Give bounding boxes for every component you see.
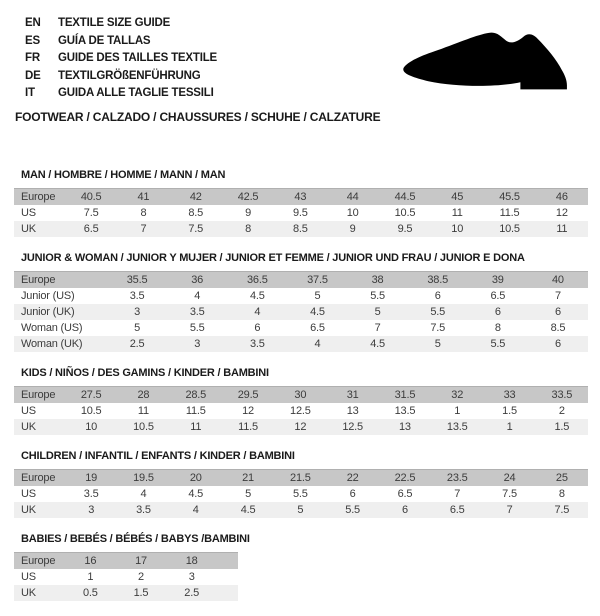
size-cell: 9.5 (274, 205, 326, 221)
size-cell: 3.5 (117, 502, 169, 518)
size-cell: 9 (222, 205, 274, 221)
size-cell: 9 (326, 221, 378, 237)
size-cell: 2 (116, 569, 167, 585)
size-cell: 4.5 (227, 288, 287, 304)
size-cell: 1 (65, 569, 116, 585)
size-cell: 10 (431, 221, 483, 237)
language-code: IT (25, 87, 35, 99)
size-cell: 21 (222, 470, 274, 487)
size-cell: 4.5 (170, 486, 222, 502)
row-label: Europe (14, 272, 107, 289)
size-cell: 1.5 (116, 585, 167, 601)
size-cell: 5 (222, 486, 274, 502)
size-cell: 3.5 (227, 336, 287, 352)
section-children (14, 450, 588, 518)
size-cell: 5.5 (408, 304, 468, 320)
size-cell: 8.5 (274, 221, 326, 237)
language-code: DE (25, 69, 41, 82)
size-cell: 4 (117, 486, 169, 502)
size-cell: 10.5 (65, 403, 117, 419)
size-cell: 37.5 (287, 272, 347, 289)
size-cell: 40 (528, 272, 588, 289)
table-row (14, 502, 588, 518)
table-header-row (14, 272, 588, 289)
size-cell: 16 (65, 553, 116, 570)
size-cell: 6 (468, 304, 528, 320)
size-cell: 11.5 (170, 403, 222, 419)
size-cell: 4 (287, 336, 347, 352)
spacer-cell (217, 553, 238, 570)
language-row-en (25, 15, 217, 33)
size-cell: 18 (166, 553, 217, 570)
size-cell: 43 (274, 189, 326, 206)
size-cell: 33.5 (536, 387, 588, 404)
size-cell: 2.5 (107, 336, 167, 352)
size-cell: 4.5 (287, 304, 347, 320)
size-cell: 45.5 (483, 189, 535, 206)
size-cell: 13.5 (431, 419, 483, 435)
row-label: Europe (14, 387, 65, 404)
row-label: Europe (14, 553, 65, 570)
size-cell: 7.5 (536, 502, 588, 518)
table-row (14, 419, 588, 435)
section-title: JUNIOR & WOMAN / JUNIOR Y MUJER / JUNIOR ET FEMME / JUNIOR UND FRAU / JUNIOR E DONA (21, 252, 525, 264)
size-table-man (14, 188, 588, 237)
size-cell: 21.5 (274, 470, 326, 487)
size-cell: 44 (326, 189, 378, 206)
size-cell: 12.5 (326, 419, 378, 435)
table-row (14, 403, 588, 419)
row-label: Junior (US) (14, 288, 107, 304)
size-cell: 7.5 (170, 221, 222, 237)
size-cell: 4 (227, 304, 287, 320)
size-cell: 1.5 (483, 403, 535, 419)
size-table-kids (14, 386, 588, 435)
size-cell: 8 (222, 221, 274, 237)
size-cell: 10.5 (379, 205, 431, 221)
size-cell: 38.5 (408, 272, 468, 289)
row-label: US (14, 569, 65, 585)
size-cell: 5.5 (348, 288, 408, 304)
size-cell: 7 (528, 288, 588, 304)
language-label: GUÍA DE TALLAS (58, 34, 151, 47)
size-cell: 24 (483, 470, 535, 487)
size-table-junior-woman (14, 271, 588, 352)
size-cell: 6.5 (431, 502, 483, 518)
row-label: Woman (US) (14, 320, 107, 336)
row-label: Woman (UK) (14, 336, 107, 352)
language-label: TEXTILE SIZE GUIDE (58, 17, 171, 29)
size-cell: 3 (107, 304, 167, 320)
size-cell: 7.5 (408, 320, 468, 336)
size-cell: 19.5 (117, 470, 169, 487)
size-cell: 11.5 (483, 205, 535, 221)
size-cell: 6.5 (287, 320, 347, 336)
category-title: FOOTWEAR / CALZADO / CHAUSSURES / SCHUHE / CALZATURE (15, 110, 381, 124)
table-row (14, 221, 588, 237)
size-cell: 4.5 (222, 502, 274, 518)
size-cell: 4.5 (348, 336, 408, 352)
size-cell: 12 (222, 403, 274, 419)
section-man (14, 169, 588, 237)
language-code: EN (25, 17, 41, 29)
table-header-row (14, 189, 588, 206)
table-row (14, 205, 588, 221)
size-cell: 20 (170, 470, 222, 487)
size-cell: 44.5 (379, 189, 431, 206)
size-cell: 1 (431, 403, 483, 419)
size-cell: 31.5 (379, 387, 431, 404)
size-cell: 7 (117, 221, 169, 237)
table-row (14, 336, 588, 352)
language-row-de (25, 68, 217, 86)
section-babies (14, 533, 588, 601)
size-cell: 40.5 (65, 189, 117, 206)
size-cell: 6 (379, 502, 431, 518)
size-cell: 5.5 (326, 502, 378, 518)
size-cell: 3.5 (167, 304, 227, 320)
size-cell: 8 (536, 486, 588, 502)
size-cell: 2 (536, 403, 588, 419)
size-cell: 33 (483, 387, 535, 404)
size-cell: 11 (431, 205, 483, 221)
size-cell: 13.5 (379, 403, 431, 419)
size-cell: 10.5 (117, 419, 169, 435)
row-label: Europe (14, 189, 65, 206)
size-cell: 5.5 (274, 486, 326, 502)
size-cell: 5.5 (468, 336, 528, 352)
table-header-row (14, 553, 238, 570)
size-cell: 11 (536, 221, 588, 237)
size-cell: 5 (107, 320, 167, 336)
size-cell: 6 (528, 336, 588, 352)
row-label: US (14, 486, 65, 502)
row-label: Europe (14, 470, 65, 487)
size-cell: 9.5 (379, 221, 431, 237)
size-cell: 7 (348, 320, 408, 336)
size-cell: 23.5 (431, 470, 483, 487)
size-cell: 5 (274, 502, 326, 518)
size-cell: 10 (65, 419, 117, 435)
section-title: BABIES / BEBÉS / BÉBÉS / BABYS /BAMBINI (21, 533, 250, 545)
size-cell: 45 (431, 189, 483, 206)
size-cell: 28.5 (170, 387, 222, 404)
table-row (14, 486, 588, 502)
size-cell: 22.5 (379, 470, 431, 487)
size-cell: 25 (536, 470, 588, 487)
size-cell: 5 (348, 304, 408, 320)
size-cell: 6 (326, 486, 378, 502)
row-label: UK (14, 585, 65, 601)
size-cell: 7.5 (65, 205, 117, 221)
size-cell: 13 (326, 403, 378, 419)
size-cell: 8.5 (528, 320, 588, 336)
size-cell: 19 (65, 470, 117, 487)
language-label: TEXTILGRÖßENFÜHRUNG (58, 69, 201, 82)
size-table-children (14, 469, 588, 518)
spacer-cell (217, 585, 238, 601)
size-cell: 36 (167, 272, 227, 289)
size-cell: 32 (431, 387, 483, 404)
row-label: US (14, 205, 65, 221)
table-row (14, 585, 238, 601)
section-junior-woman (14, 252, 588, 352)
size-cell: 6.5 (65, 221, 117, 237)
size-cell: 3.5 (107, 288, 167, 304)
size-cell: 11 (170, 419, 222, 435)
section-title: CHILDREN / INFANTIL / ENFANTS / KINDER / BAMBINI (21, 450, 295, 462)
size-table-babies (14, 552, 238, 601)
size-cell: 6.5 (379, 486, 431, 502)
size-cell: 6 (227, 320, 287, 336)
size-cell: 38 (348, 272, 408, 289)
row-label: UK (14, 419, 65, 435)
size-cell: 36.5 (227, 272, 287, 289)
dress-shoe-icon (399, 28, 573, 92)
size-tables (14, 169, 588, 616)
size-cell: 13 (379, 419, 431, 435)
size-cell: 22 (326, 470, 378, 487)
size-cell: 6.5 (468, 288, 528, 304)
table-header-row (14, 387, 588, 404)
row-label: Junior (UK) (14, 304, 107, 320)
size-cell: 6 (408, 288, 468, 304)
size-cell: 10 (326, 205, 378, 221)
size-cell: 42.5 (222, 189, 274, 206)
size-cell: 7.5 (483, 486, 535, 502)
size-cell: 3 (167, 336, 227, 352)
size-cell: 3 (65, 502, 117, 518)
language-row-es (25, 33, 217, 51)
size-cell: 0.5 (65, 585, 116, 601)
size-cell: 2.5 (166, 585, 217, 601)
size-cell: 8 (117, 205, 169, 221)
size-cell: 5 (287, 288, 347, 304)
size-cell: 35.5 (107, 272, 167, 289)
size-cell: 39 (468, 272, 528, 289)
language-label: GUIDE DES TAILLES TEXTILE (58, 52, 217, 64)
table-row (14, 569, 238, 585)
language-row-it (25, 85, 217, 103)
size-cell: 1.5 (536, 419, 588, 435)
size-cell: 12 (536, 205, 588, 221)
size-cell: 27.5 (65, 387, 117, 404)
size-cell: 4 (167, 288, 227, 304)
size-cell: 29.5 (222, 387, 274, 404)
size-cell: 8 (468, 320, 528, 336)
size-cell: 5 (408, 336, 468, 352)
section-title: MAN / HOMBRE / HOMME / MANN / MAN (21, 169, 226, 181)
size-cell: 7 (431, 486, 483, 502)
size-cell: 46 (536, 189, 588, 206)
size-cell: 30 (274, 387, 326, 404)
size-cell: 42 (170, 189, 222, 206)
size-cell: 41 (117, 189, 169, 206)
row-label: UK (14, 221, 65, 237)
size-cell: 12 (274, 419, 326, 435)
table-row (14, 320, 588, 336)
language-row-fr (25, 50, 217, 68)
language-label: GUIDA ALLE TAGLIE TESSILI (58, 87, 214, 99)
size-cell: 6 (528, 304, 588, 320)
size-cell: 4 (170, 502, 222, 518)
table-row (14, 304, 588, 320)
size-cell: 3.5 (65, 486, 117, 502)
language-list (25, 15, 217, 103)
size-cell: 31 (326, 387, 378, 404)
size-cell: 1 (483, 419, 535, 435)
size-cell: 7 (483, 502, 535, 518)
section-kids (14, 367, 588, 435)
row-label: US (14, 403, 65, 419)
size-cell: 17 (116, 553, 167, 570)
size-cell: 5.5 (167, 320, 227, 336)
section-title: KIDS / NIÑOS / DES GAMINS / KINDER / BAMBINI (21, 367, 269, 379)
size-cell: 8.5 (170, 205, 222, 221)
language-code: FR (25, 52, 40, 64)
spacer-cell (217, 569, 238, 585)
size-cell: 10.5 (483, 221, 535, 237)
size-cell: 28 (117, 387, 169, 404)
row-label: UK (14, 502, 65, 518)
table-header-row (14, 470, 588, 487)
size-cell: 11 (117, 403, 169, 419)
language-code: ES (25, 34, 40, 47)
size-cell: 3 (166, 569, 217, 585)
size-cell: 12.5 (274, 403, 326, 419)
size-cell: 11.5 (222, 419, 274, 435)
table-row (14, 288, 588, 304)
